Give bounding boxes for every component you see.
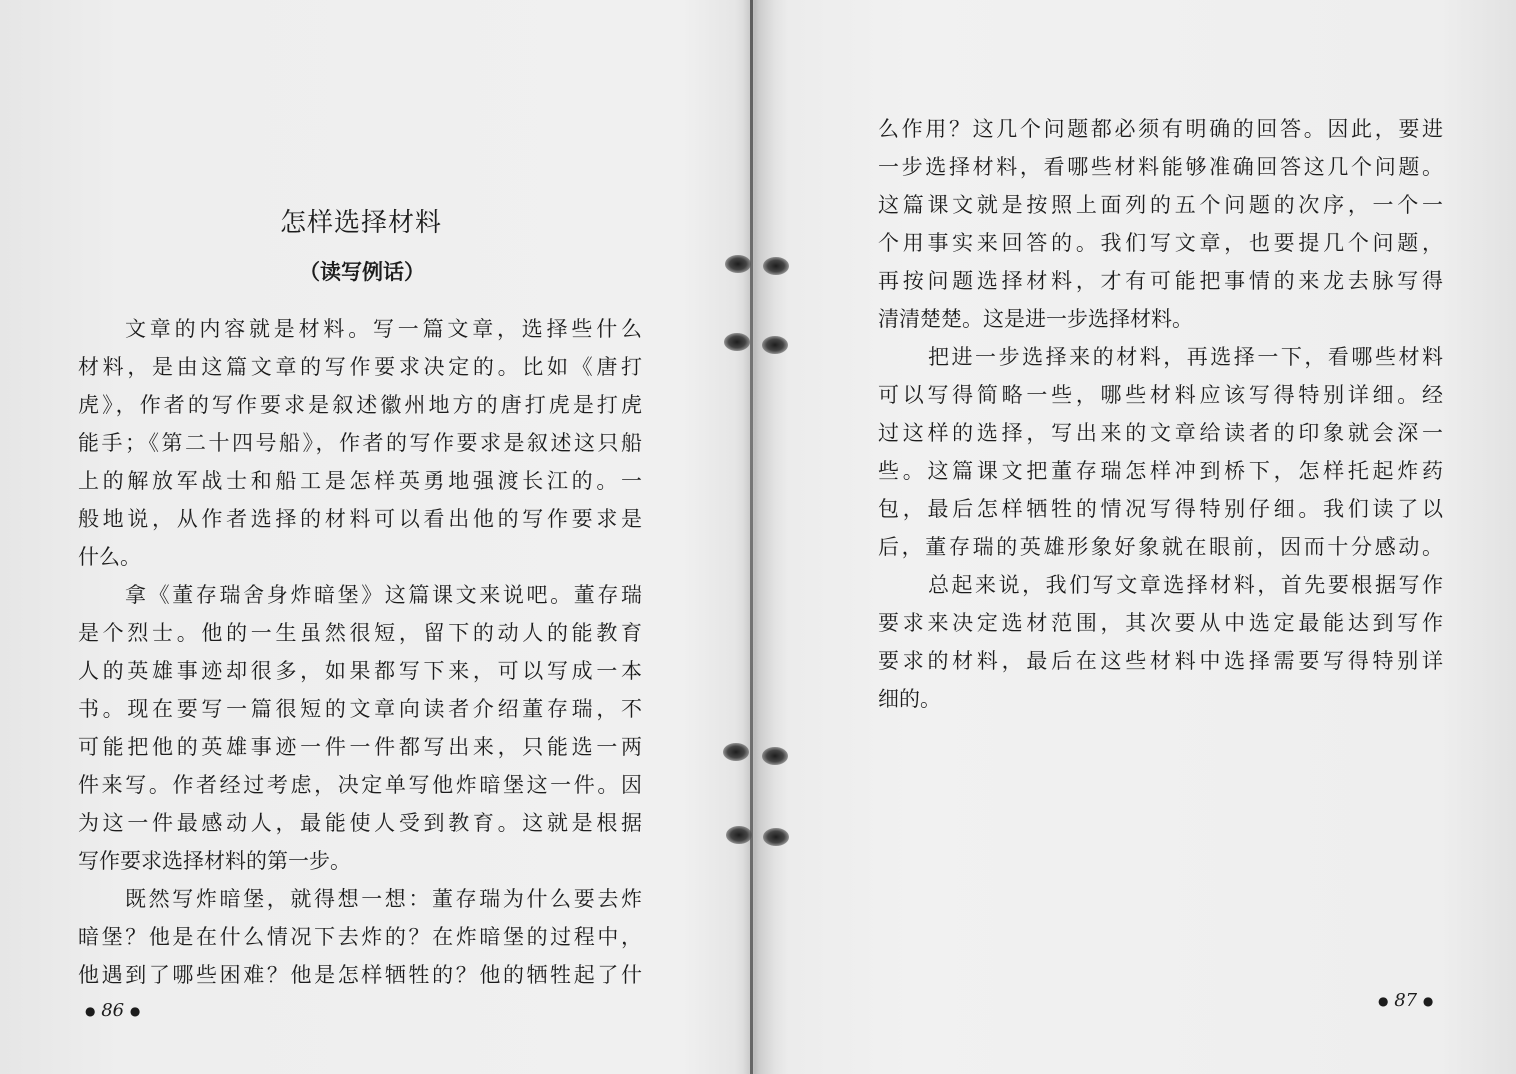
text-line: 书。现在要写一篇很短的文章向读者介绍董存瑞，不 [78, 697, 642, 721]
text-line: 既然写炸暗堡，就得想一想：董存瑞为什么要去炸 [125, 887, 642, 911]
page-number-value: 87 [1394, 990, 1418, 1011]
text-line: 写作要求选择材料的第一步。 [78, 849, 351, 873]
text-line: 能手；《第二十四号船》，作者的写作要求是叙述这只船 [78, 431, 642, 455]
bullet-icon: ● [1378, 994, 1389, 1008]
text-line: 暗堡？他是在什么情况下去炸的？在炸暗堡的过程中， [78, 925, 642, 949]
text-line: 可能把他的英雄事迹一件一件都写出来，只能选一两 [78, 735, 642, 759]
text-line: 些。这篇课文把董存瑞怎样冲到桥下，怎样托起炸药 [878, 459, 1443, 483]
text-line: 总起来说，我们写文章选择材料，首先要根据写作 [928, 573, 1443, 597]
page-number-value: 86 [101, 1000, 125, 1021]
text-line: 上的解放军战士和船工是怎样英勇地强渡长江的。一 [78, 469, 642, 493]
article-title: 怎样选择材料 [280, 208, 443, 238]
text-line: 这篇课文就是按照上面列的五个问题的次序，一个一 [878, 193, 1443, 217]
text-line: 为这一件最感动人，最能使人受到教育。这就是根据 [78, 811, 642, 835]
bullet-icon: ● [129, 1004, 141, 1018]
text-line: 什么。 [78, 545, 141, 569]
text-line: 拿《董存瑞舍身炸暗堡》这篇课文来说吧。董存瑞 [125, 583, 642, 607]
text-line: 般地说，从作者选择的材料可以看出他的写作要求是 [78, 507, 642, 531]
text-line: 后，董存瑞的英雄形象好象就在眼前，因而十分感动。 [878, 535, 1443, 559]
text-line: 要求的材料，最后在这些材料中选择需要写得特别详 [878, 649, 1443, 673]
left-page [0, 0, 750, 1074]
text-line: 可以写得简略一些，哪些材料应该写得特别详细。经 [878, 383, 1443, 407]
text-line: 清清楚楚。这是进一步选择材料。 [878, 307, 1193, 331]
text-line: 件来写。作者经过考虑，决定单写他炸暗堡这一件。因 [78, 773, 642, 797]
article-subtitle: （读写例话） [299, 259, 425, 284]
text-line: 他遇到了哪些困难？他是怎样牺牲的？他的牺牲起了什 [78, 963, 642, 987]
text-line: 人的英雄事迹却很多，如果都写下来，可以写成一本 [78, 659, 642, 683]
bullet-icon: ● [1422, 994, 1434, 1008]
page-number [1378, 990, 1433, 1011]
text-line: 再按问题选择材料，才有可能把事情的来龙去脉写得 [878, 269, 1443, 293]
text-line: 过这样的选择，写出来的文章给读者的印象就会深一 [878, 421, 1443, 445]
page-number [85, 1000, 140, 1021]
text-line: 么作用？这几个问题都必须有明确的回答。因此，要进 [878, 117, 1443, 141]
text-line: 包，最后怎样牺牲的情况写得特别仔细。我们读了以 [878, 497, 1443, 521]
right-page [753, 0, 1516, 1074]
text-line: 要求来决定选材范围，其次要从中选定最能达到写作 [878, 611, 1443, 635]
text-line: 是个烈士。他的一生虽然很短，留下的动人的能教育 [78, 621, 642, 645]
text-line: 细的。 [878, 687, 941, 711]
text-line: 文章的内容就是材料。写一篇文章，选择些什么 [125, 317, 642, 341]
text-line: 虎》，作者的写作要求是叙述徽州地方的唐打虎是打虎 [78, 393, 642, 417]
text-line: 材料，是由这篇文章的写作要求决定的。比如《唐打 [78, 355, 642, 379]
bullet-icon: ● [85, 1004, 96, 1018]
text-line: 把进一步选择来的材料，再选择一下，看哪些材料 [928, 345, 1443, 369]
text-line: 个用事实来回答的。我们写文章，也要提几个问题， [878, 231, 1443, 255]
text-line: 一步选择材料，看哪些材料能够准确回答这几个问题。 [878, 155, 1443, 179]
